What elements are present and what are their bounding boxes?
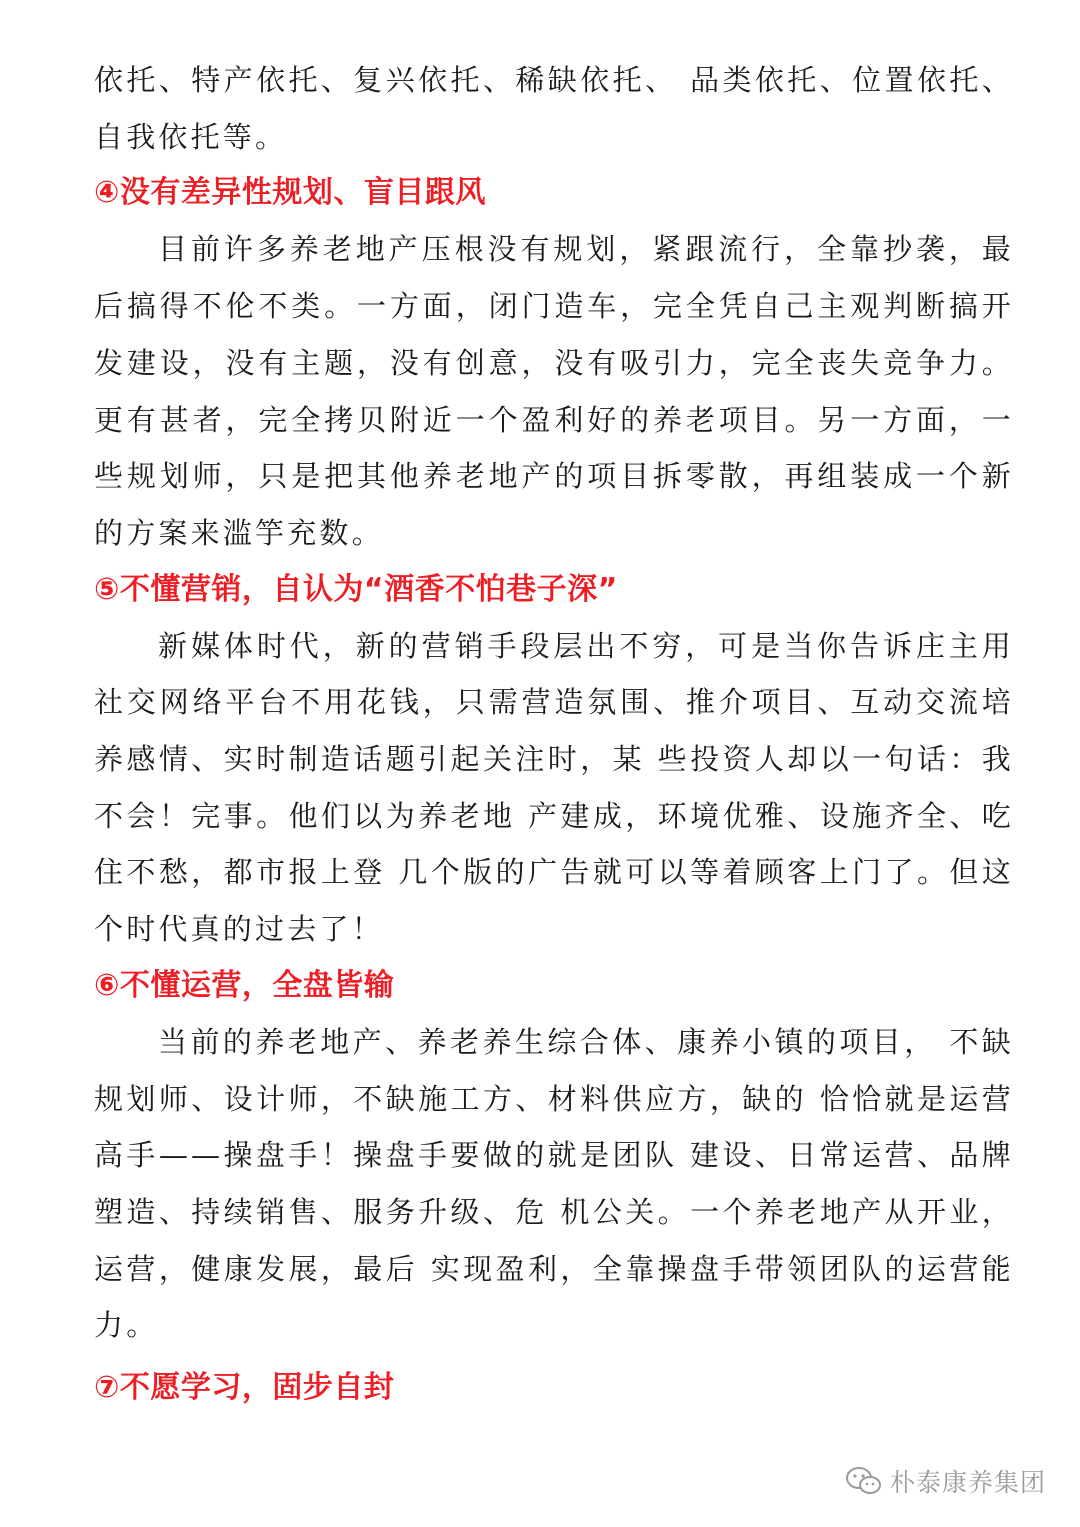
intro-paragraph-tail: 依托、特产依托、复兴依托、稀缺依托、 品类依托、位置依托、自我依托等。 <box>94 63 1014 154</box>
section-heading-6: ⑥不懂运营，全盘皆输 <box>94 967 395 1003</box>
section-body-4: 目前许多养老地产压根没有规划，紧跟流行，全靠抄袭，最后搞得不伦不类。一方面，闭门造车，完全凭自己主观判断搞开发建设，没有主题，没有创意，没有吸引力，完全丧失竞争力。更有甚者，完全拷贝附近一个盈利好的养老项目。另一方面，一些规划师，只是把其他养老地产的项目拆零散，再组装成一个新的方案来滥竽充数。 <box>94 232 1014 550</box>
section-heading-4: ④没有差异性规划、盲目跟风 <box>94 175 486 211</box>
watermark <box>844 1463 1046 1499</box>
section-heading-5: ⑤不懂营销，自认为“酒香不怕巷子深” <box>94 571 618 607</box>
section-body-6: 当前的养老地产、养老养生综合体、康养小镇的项目， 不缺规划师、设计师，不缺施工方、材料供应方，缺的 恰恰就是运营高手——操盘手！操盘手要做的就是团队 建设、日常运营、品牌塑造、持续销售、服务升级、危 机公关。一个养老地产从开业，运营，健康发展，最后 实现盈利，全靠操盘手带领团队的运营能力。 <box>94 1024 1014 1343</box>
wechat-icon <box>844 1465 884 1497</box>
section-heading-7: ⑦不愿学习，固步自封 <box>94 1370 395 1406</box>
section-body-5: 新媒体时代，新的营销手段层出不穷，可是当你告诉庄主用社交网络平台不用花钱，只需营造氛围、推介项目、互动交流培养感情、实时制造话题引起关注时，某 些投资人却以一句话：我不会！完事。他们以为养老地 产建成，环境优雅、设施齐全、吃住不愁，都市报上登 几个版的广告就可以等着顾客上门了。但这个时代真的过去了！ <box>94 628 1014 947</box>
watermark-text: 朴泰康养集团 <box>889 1468 1046 1497</box>
article-body <box>94 52 1014 1416</box>
